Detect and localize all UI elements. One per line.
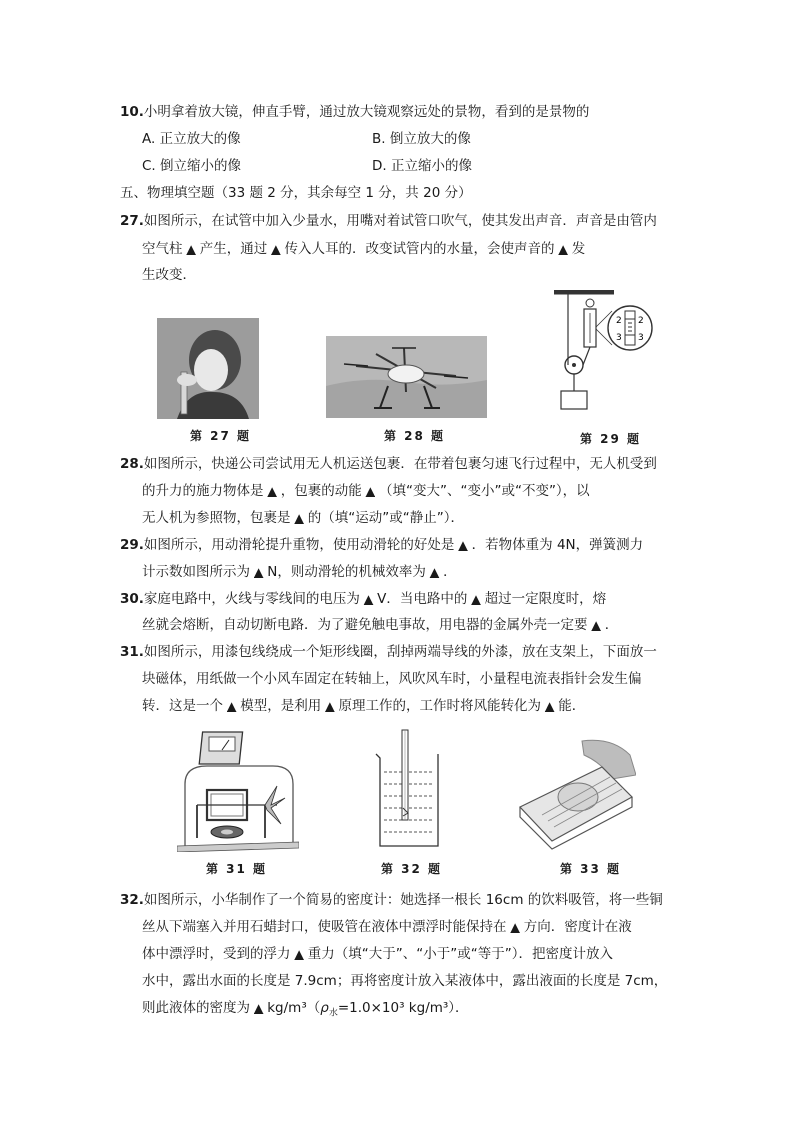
question-number: 30. [120,591,144,607]
q32-line-2 [142,918,632,936]
answer-blank[interactable]: ▲ [471,592,481,606]
q30-line-1 [120,590,606,608]
text: 计示数如图所示为 [142,564,250,580]
q31-line-1 [120,643,657,661]
q32-line-1 [120,891,663,909]
question-number: 29. [120,537,144,553]
text: 模型，是利用 [240,698,322,714]
answer-blank[interactable]: ▲ [294,947,304,961]
scale-label-right-3: 3 [638,333,644,343]
answer-blank[interactable]: ▲ [267,484,277,498]
figure-31-caption: 第 31 题 [206,862,268,876]
q32-line-4: 水中，露出水面的长度是 7.9cm；再将密度计放入某液体中，露出液面的长度是 7cm， [142,973,668,989]
q27-line-2 [142,240,585,258]
text: 传入人耳的．改变试管内的水量，会使声音的 [284,241,555,257]
q29-line-2 [142,563,457,581]
question-number: 32. [120,892,144,908]
figure-27-photo [157,318,259,419]
figure-32-diagram [370,728,444,850]
answer-blank[interactable]: ▲ [365,484,375,498]
answer-blank[interactable]: ▲ [510,920,520,934]
text: （填“变大”、“变小”或“不变”），以 [378,483,590,499]
text: N，则动滑轮的机械效率为 [267,564,426,580]
q10-stem [120,103,589,121]
q10-option-d: D. 正立缩小的像 [372,158,472,174]
text: 丝就会熔断，自动切断电路．为了避免触电事故，用电器的金属外壳一定要 [142,617,588,633]
rho-symbol: ρ [320,1000,329,1016]
question-text: 如图所示，用漆包线绕成一个矩形线圈，刮掉两端导线的外漆，放在支架上，下面放一 [143,644,657,660]
text: 则此液体的密度为 [142,1000,250,1016]
answer-blank[interactable]: ▲ [271,242,281,256]
text: 丝从下端塞入并用石蜡封口，使吸管在液体中漂浮时能保持在 [142,919,507,935]
question-number: 27. [120,213,144,229]
figure-28-photo [326,336,487,418]
scale-label-left-2: 2 [616,316,622,326]
scale-label-right-2: 2 [638,316,644,326]
figure-29-diagram [540,287,670,412]
q28-line-2 [142,482,590,500]
text: 转．这是一个 [142,698,223,714]
text: kg/m³（ [267,1000,321,1016]
text: 体中漂浮时，受到的浮力 [142,946,291,962]
text: 方向．密度计在液 [523,919,632,935]
answer-blank[interactable]: ▲ [544,699,555,713]
text: 的（填“运动”或“静止”）． [307,510,464,526]
q29-line-1 [120,536,643,554]
text: 的升力的施力物体是 [142,483,264,499]
q27-line-3: 生改变． [142,267,196,283]
question-number: 31. [120,644,144,660]
text: 无人机为参照物，包裹是 [142,510,291,526]
q28-line-1 [120,455,657,473]
figure-32-caption: 第 32 题 [381,862,443,876]
answer-blank[interactable]: ▲ [458,538,468,552]
figure-27-caption: 第 27 题 [190,429,252,443]
text: 家庭电路中，火线与零线间的电压为 [143,591,360,607]
text: ．若物体重为 4N，弹簧测力 [471,537,644,553]
question-text: 如图所示，快递公司尝试用无人机运送包裹．在带着包裹匀速飞行过程中，无人机受到 [143,456,657,472]
q32-line-3 [142,945,613,963]
text: V．当电路中的 [377,591,468,607]
scale-label-left-3: 3 [616,333,622,343]
text: ． [443,564,457,580]
figure-33-photo [512,737,636,851]
question-text: 小明拿着放大镜，伸直手臂，通过放大镜观察远处的景物，看到的是景物的 [143,104,590,120]
text: 如图所示，用动滑轮提升重物，使用动滑轮的好处是 [143,537,455,553]
figure-31-diagram [177,728,299,852]
answer-blank[interactable]: ▲ [325,699,335,713]
text: 空气柱 [142,241,183,257]
text: ，包裹的动能 [280,483,362,499]
q30-line-2 [142,616,618,634]
q31-line-3 [142,697,585,715]
text: 能． [558,698,586,714]
answer-blank[interactable]: ▲ [429,565,440,579]
q28-line-3 [142,509,464,527]
text: 产生，通过 [199,241,268,257]
figure-28-caption: 第 28 题 [384,429,446,443]
text: 原理工作的，工作时将风能转化为 [338,698,541,714]
question-number: 28. [120,456,144,472]
rho-subscript: 水 [328,1008,338,1019]
text: 超过一定限度时，熔 [484,591,607,607]
q27-line-1 [120,212,657,230]
text: 发 [571,241,586,257]
q32-line-5 [142,999,469,1023]
text: 重力（填“大于”、“小于”或“等于”）．把密度计放入 [307,946,613,962]
answer-blank[interactable]: ▲ [254,565,264,579]
figure-33-caption: 第 33 题 [560,862,622,876]
q31-line-2: 块磁体，用纸做一个小风车固定在转轴上，风吹风车时，小量程电流表指针会发生偏 [142,671,642,687]
section-header: 五、物理填空题（33 题 2 分，其余每空 1 分，共 20 分） [120,185,472,201]
answer-blank[interactable]: ▲ [591,618,601,632]
figure-29-caption: 第 29 题 [580,432,642,446]
answer-blank[interactable]: ▲ [558,242,568,256]
answer-blank[interactable]: ▲ [186,242,196,256]
text: =1.0×10³ kg/m³）． [337,1000,469,1016]
q10-option-b: B. 倒立放大的像 [372,131,471,147]
q10-option-a: A. 正立放大的像 [142,131,241,147]
question-text: 如图所示，小华制作了一个简易的密度计：她选择一根长 16cm 的饮料吸管，将一些铜 [143,892,663,908]
q10-option-c: C. 倒立缩小的像 [142,158,242,174]
answer-blank[interactable]: ▲ [254,1001,264,1015]
question-number: 10. [120,104,144,120]
question-text: 如图所示，在试管中加入少量水，用嘴对着试管口吹气，使其发出声音．声音是由管内 [143,213,657,229]
answer-blank[interactable]: ▲ [363,592,374,606]
answer-blank[interactable]: ▲ [294,511,304,525]
text: ． [604,617,619,633]
answer-blank[interactable]: ▲ [227,699,237,713]
